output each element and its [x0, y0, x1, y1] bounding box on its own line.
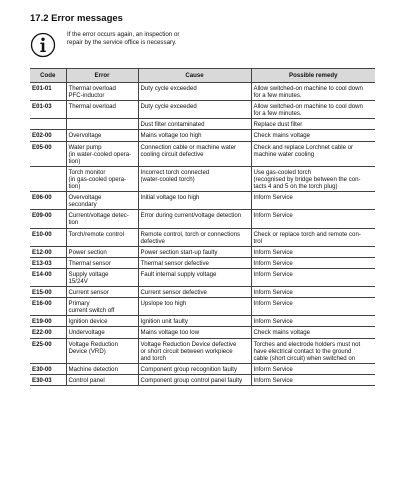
note-line: If the error occurs again, an inspection or	[67, 31, 180, 38]
cell-text-line: Machine detection	[68, 365, 118, 373]
error-cell	[66, 101, 138, 119]
remedy-cell	[251, 287, 375, 298]
cell-text-line: Check and replace Lorchnet cable or	[253, 143, 354, 151]
cell-text-line: Thermal sensor	[68, 259, 111, 267]
table-row	[30, 141, 375, 166]
cell-text-line: Component group control panel faulty	[140, 376, 243, 384]
cell-text-line: Current sensor	[68, 289, 109, 297]
error-code-cell: E22-00	[30, 327, 66, 338]
table-row	[30, 130, 375, 141]
table-row	[30, 327, 375, 338]
cell-text-line: Inform Service	[253, 270, 293, 278]
table-header-row	[30, 69, 375, 83]
cell-text-line: Device (VRD)	[68, 347, 106, 355]
cell-text-line: Torch monitor	[68, 168, 106, 176]
cell-text-line: Thermal overload	[68, 103, 116, 111]
cell-text-line: Component group recognition faulty	[140, 365, 238, 373]
error-code-cell: E01-03	[30, 101, 66, 119]
cell-text-line: Error during current/voltage detection	[140, 212, 242, 220]
error-cell	[66, 246, 138, 257]
cell-text-line: secondary	[68, 201, 97, 209]
table-row	[30, 374, 375, 385]
cell-text-line: Remote control, torch or connections	[140, 230, 241, 238]
cell-text-line: 15/24V	[68, 277, 88, 285]
cell-text-line: Primary	[68, 300, 90, 308]
error-code-cell: E09-00	[30, 210, 66, 228]
cell-text-line: Voltage Reduction	[68, 340, 118, 348]
remedy-cell	[251, 363, 375, 374]
remedy-cell	[251, 327, 375, 338]
table-row	[30, 210, 375, 228]
cell-text-line: Ignition device	[68, 318, 108, 326]
error-cell	[66, 119, 138, 130]
cause-cell	[138, 228, 251, 246]
cell-text-line: (water-cooled torch)	[140, 175, 195, 183]
remedy-cell	[251, 166, 375, 191]
error-cell	[66, 130, 138, 141]
cell-text-line: trol	[253, 237, 262, 245]
cell-text-line: Power section	[68, 248, 107, 256]
error-code-cell: E30-00	[30, 363, 66, 374]
table-row	[30, 268, 375, 286]
cell-text-line: Inform Service	[253, 289, 293, 297]
error-cell	[66, 166, 138, 191]
cell-text-line: (in water-cooled opera-	[68, 150, 132, 158]
cell-text-line: (in gas-cooled opera-	[68, 175, 127, 183]
table-row	[30, 228, 375, 246]
cell-text-line: Supply voltage	[68, 270, 109, 278]
cell-text-line: Check or replace torch and remote con-	[253, 230, 361, 238]
cell-text-line: Duty cycle exceeded	[140, 85, 197, 92]
error-cell	[66, 298, 138, 316]
table-row	[30, 246, 375, 257]
cell-text-line: Initial voltage too high	[140, 194, 200, 202]
error-cell	[66, 316, 138, 327]
header-remedy: Possible remedy	[251, 69, 375, 83]
cell-text-line: Inform Service	[253, 318, 293, 326]
cell-text-line: Power section start-up faulty	[140, 248, 218, 256]
table-row	[30, 298, 375, 316]
error-cell	[66, 192, 138, 210]
cell-text-line: Thermal sensor defective	[140, 259, 209, 267]
cell-text-line: tion	[68, 219, 79, 227]
cell-text-line: Incorrect torch connected	[140, 168, 210, 176]
error-cell	[66, 287, 138, 298]
cell-text-line: Thermal overload	[68, 85, 116, 92]
cell-text-line: Ignition unit faulty	[140, 318, 188, 326]
cell-text-line: Current/voltage detec-	[68, 212, 129, 220]
cell-text-line: Inform Service	[253, 300, 293, 308]
cause-cell	[138, 83, 251, 101]
cell-text-line: Check mains voltage	[253, 132, 311, 140]
cell-text-line: Voltage Reduction Device defective	[140, 340, 237, 348]
table-row	[30, 83, 375, 101]
cause-cell	[138, 210, 251, 228]
error-cell	[66, 338, 138, 363]
table-row	[30, 192, 375, 210]
section-title: 17.2 Error messages	[30, 13, 123, 24]
cell-text-line: Upslope too high	[140, 300, 187, 308]
error-code-cell: E14-00	[30, 268, 66, 286]
cell-text-line: Torches and electrode holders must not	[253, 340, 361, 348]
error-code-cell: E12-00	[30, 246, 66, 257]
cell-text-line: defective	[140, 237, 165, 245]
cell-text-line: Connection cable or machine water	[140, 143, 237, 151]
table-row	[30, 338, 375, 363]
cell-text-line: tion)	[68, 157, 81, 165]
table-row	[30, 119, 375, 130]
cell-text-line: Inform Service	[253, 248, 293, 256]
error-cell	[66, 210, 138, 228]
cell-text-line: Inform Service	[253, 259, 293, 267]
cause-cell	[138, 101, 251, 119]
table-row	[30, 166, 375, 191]
cause-cell	[138, 338, 251, 363]
table-body	[30, 83, 375, 386]
cause-cell	[138, 298, 251, 316]
remedy-cell	[251, 228, 375, 246]
remedy-cell	[251, 141, 375, 166]
remedy-cell	[251, 119, 375, 130]
cell-text-line: cable (short circuit) when switched on	[253, 354, 356, 362]
cell-text-line: Current sensor defective	[140, 289, 207, 297]
table-row	[30, 101, 375, 119]
error-code-cell: E13-03	[30, 257, 66, 268]
cell-text-line: Inform Service	[253, 212, 293, 220]
cause-cell	[138, 119, 251, 130]
cell-text-line: Allow switched-on machine to cool down	[253, 103, 363, 111]
cell-text-line: Check mains voltage	[253, 329, 311, 337]
cell-text-line: Overvoltage	[68, 132, 102, 140]
remedy-cell	[251, 298, 375, 316]
cause-cell	[138, 316, 251, 327]
cause-cell	[138, 363, 251, 374]
remedy-cell	[251, 338, 375, 363]
error-code-cell: E06-00	[30, 192, 66, 210]
cause-cell	[138, 374, 251, 385]
cell-text-line: Duty cycle exceeded	[140, 103, 197, 111]
cell-text-line: or short circuit between workpiece	[140, 347, 233, 355]
cell-text-line: for a few minutes.	[253, 92, 302, 100]
table-row	[30, 287, 375, 298]
cell-text-line: Overvoltage	[68, 194, 102, 202]
remedy-cell	[251, 192, 375, 210]
cell-text-line: Undervoltage	[68, 329, 105, 337]
error-cell	[66, 257, 138, 268]
cell-text-line: Use gas-cooled torch	[253, 168, 312, 176]
error-code-cell: E15-00	[30, 287, 66, 298]
cell-text-line: tacts 4 and 5 on the torch plug)	[253, 183, 338, 191]
cell-text-line: (recognised by bridge between the con-	[253, 175, 361, 183]
cause-cell	[138, 130, 251, 141]
cell-text-line: Fault internal supply voltage	[140, 270, 217, 278]
error-cell	[66, 268, 138, 286]
table-row	[30, 316, 375, 327]
cell-text-line: Mains voltage too high	[140, 132, 202, 140]
cell-text-line: for a few minutes.	[253, 110, 302, 118]
remedy-cell	[251, 130, 375, 141]
error-cell	[66, 228, 138, 246]
error-cell	[66, 327, 138, 338]
error-code-cell: E02-00	[30, 130, 66, 141]
cell-text-line: Mains voltage too low	[140, 329, 200, 337]
cell-text-line: Replace dust filter	[253, 121, 303, 129]
cell-text-line: Torch/remote control	[68, 230, 125, 238]
error-cell	[66, 374, 138, 385]
note-line: repair by the service office is necessary.	[67, 39, 177, 47]
remedy-cell	[251, 374, 375, 385]
cell-text-line: Inform Service	[253, 365, 293, 373]
info-icon	[30, 32, 56, 58]
error-code-cell	[30, 166, 66, 191]
cell-text-line: Allow switched-on machine to cool down	[253, 85, 363, 92]
cell-text-line: Inform Service	[253, 194, 293, 202]
cause-cell	[138, 141, 251, 166]
error-code-cell: E19-00	[30, 316, 66, 327]
table-row	[30, 363, 375, 374]
error-code-cell: E25-00	[30, 338, 66, 363]
error-code-cell: E01-01	[30, 83, 66, 101]
error-code-cell: E30-03	[30, 374, 66, 385]
error-code-cell: E05-00	[30, 141, 66, 166]
cell-text-line: cooling circuit defective	[140, 150, 204, 158]
remedy-cell	[251, 268, 375, 286]
service-note	[67, 31, 217, 47]
cause-cell	[138, 257, 251, 268]
error-code-cell: E16-00	[30, 298, 66, 316]
header-cause: Cause	[138, 69, 251, 83]
error-cell	[66, 141, 138, 166]
cause-cell	[138, 268, 251, 286]
error-code-cell: E10-00	[30, 228, 66, 246]
cell-text-line: tion)	[68, 183, 81, 191]
remedy-cell	[251, 210, 375, 228]
cell-text-line: Control panel	[68, 376, 105, 384]
cell-text-line: and torch	[140, 354, 166, 362]
cell-text-line: machine water cooling	[253, 150, 315, 158]
error-cell	[66, 363, 138, 374]
error-cell	[66, 83, 138, 101]
cause-cell	[138, 246, 251, 257]
cell-text-line: Dust filter contaminated	[140, 121, 205, 129]
cause-cell	[138, 327, 251, 338]
cell-text-line: Water pump	[68, 143, 102, 151]
remedy-cell	[251, 257, 375, 268]
cause-cell	[138, 287, 251, 298]
header-code: Code	[30, 69, 66, 83]
cell-text-line: PFC-inductor	[68, 92, 105, 100]
error-table	[30, 68, 375, 386]
cell-text-line: have electrical contact to the ground	[253, 347, 352, 355]
cell-text-line: Inform Service	[253, 376, 293, 384]
header-error: Error	[66, 69, 138, 83]
error-code-cell	[30, 119, 66, 130]
cause-cell	[138, 192, 251, 210]
remedy-cell	[251, 246, 375, 257]
remedy-cell	[251, 101, 375, 119]
remedy-cell	[251, 316, 375, 327]
remedy-cell	[251, 83, 375, 101]
table-row	[30, 257, 375, 268]
cell-text-line: current switch off	[68, 307, 115, 315]
cause-cell	[138, 166, 251, 191]
